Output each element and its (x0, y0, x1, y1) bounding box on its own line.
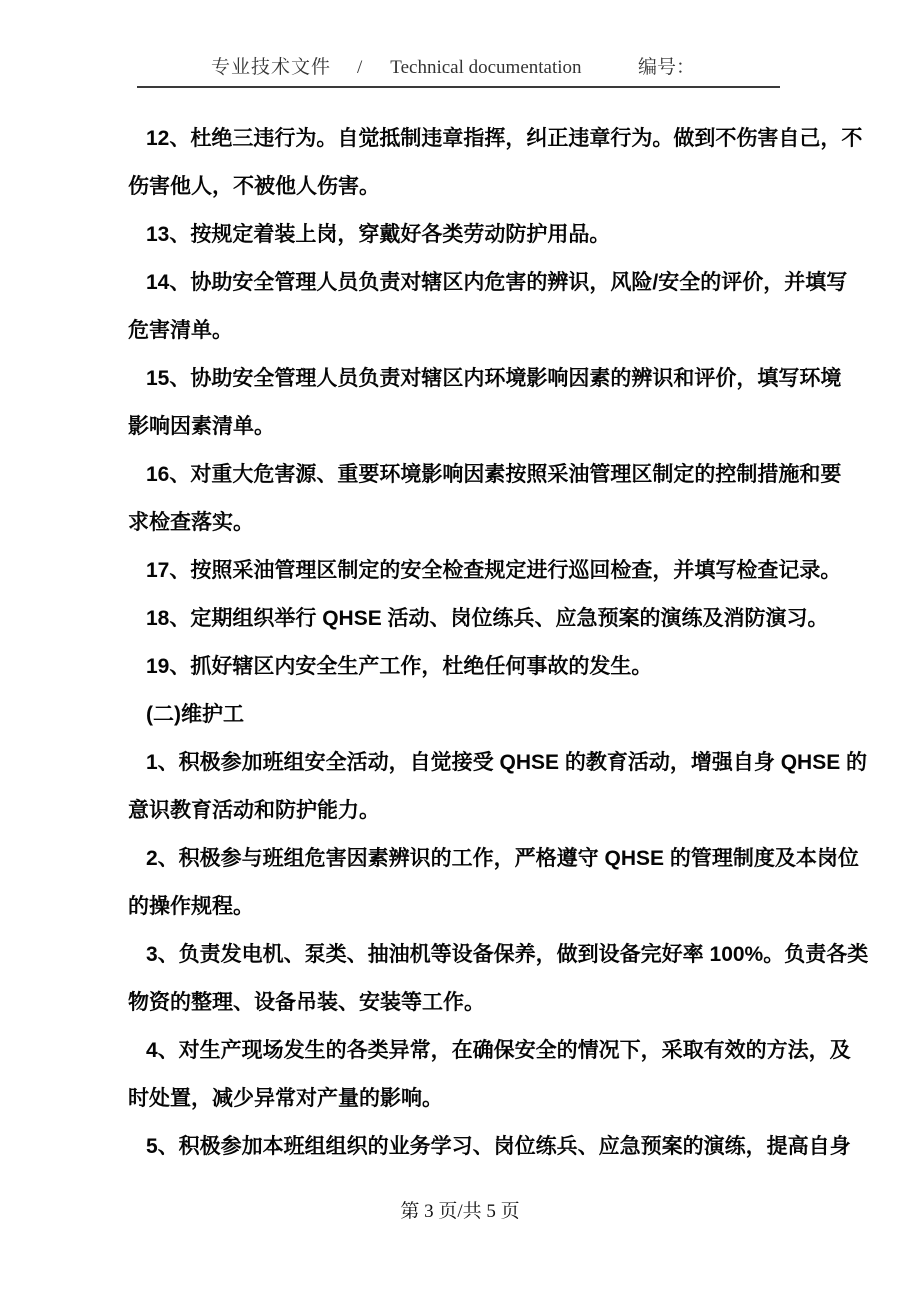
page-number: 第 3 页/共 5 页 (400, 1201, 520, 1222)
body-line: (二)维护工 (146, 703, 244, 726)
body-line: 14、协助安全管理人员负责对辖区内危害的辨识，风险/安全的评价，并填写 (146, 271, 848, 294)
body-line: 伤害他人，不被他人伤害。 (128, 175, 380, 198)
body-line: 16、对重大危害源、重要环境影响因素按照采油管理区制定的控制措施和要 (146, 463, 842, 486)
body-line: 18、定期组织举行 QHSE 活动、岗位练兵、应急预案的演练及消防演习。 (146, 607, 829, 630)
document-header (137, 52, 780, 88)
body-line: 意识教育活动和防护能力。 (128, 799, 380, 822)
body-line: 的操作规程。 (128, 895, 254, 918)
body-line: 4、对生产现场发生的各类异常，在确保安全的情况下，采取有效的方法，及 (146, 1039, 851, 1062)
body-line: 12、杜绝三违行为。自觉抵制违章指挥，纠正违章行为。做到不伤害自己，不 (146, 127, 863, 150)
document-body (128, 115, 869, 1171)
page-footer (0, 1196, 920, 1223)
body-line: 15、协助安全管理人员负责对辖区内环境影响因素的辨识和评价，填写环境 (146, 367, 842, 390)
body-line: 2、积极参与班组危害因素辨识的工作，严格遵守 QHSE 的管理制度及本岗位 (146, 847, 859, 870)
header-number-label: 编号： (637, 57, 695, 78)
body-line: 19、抓好辖区内安全生产工作，杜绝任何事故的发生。 (146, 655, 653, 678)
body-line: 1、积极参加班组安全活动，自觉接受 QHSE 的教育活动，增强自身 QHSE 的 (146, 751, 868, 774)
body-line: 13、按规定着装上岗，穿戴好各类劳动防护用品。 (146, 223, 611, 246)
header-title-cn: 专业技术文件 (211, 57, 332, 78)
body-line: 3、负责发电机、泵类、抽油机等设备保养，做到设备完好率 100%。负责各类 (146, 943, 869, 966)
body-line: 17、按照采油管理区制定的安全检查规定进行巡回检查，并填写检查记录。 (146, 559, 842, 582)
body-line: 时处置，减少异常对产量的影响。 (128, 1087, 443, 1110)
body-line: 影响因素清单。 (128, 415, 275, 438)
body-line: 物资的整理、设备吊装、安装等工作。 (128, 991, 485, 1014)
header-separator: / (357, 57, 363, 78)
body-line: 求检查落实。 (128, 511, 254, 534)
header-title-en: Technical documentation (390, 57, 582, 78)
body-line: 5、积极参加本班组组织的业务学习、岗位练兵、应急预案的演练，提高自身 (146, 1135, 851, 1158)
body-line: 危害清单。 (128, 319, 233, 342)
